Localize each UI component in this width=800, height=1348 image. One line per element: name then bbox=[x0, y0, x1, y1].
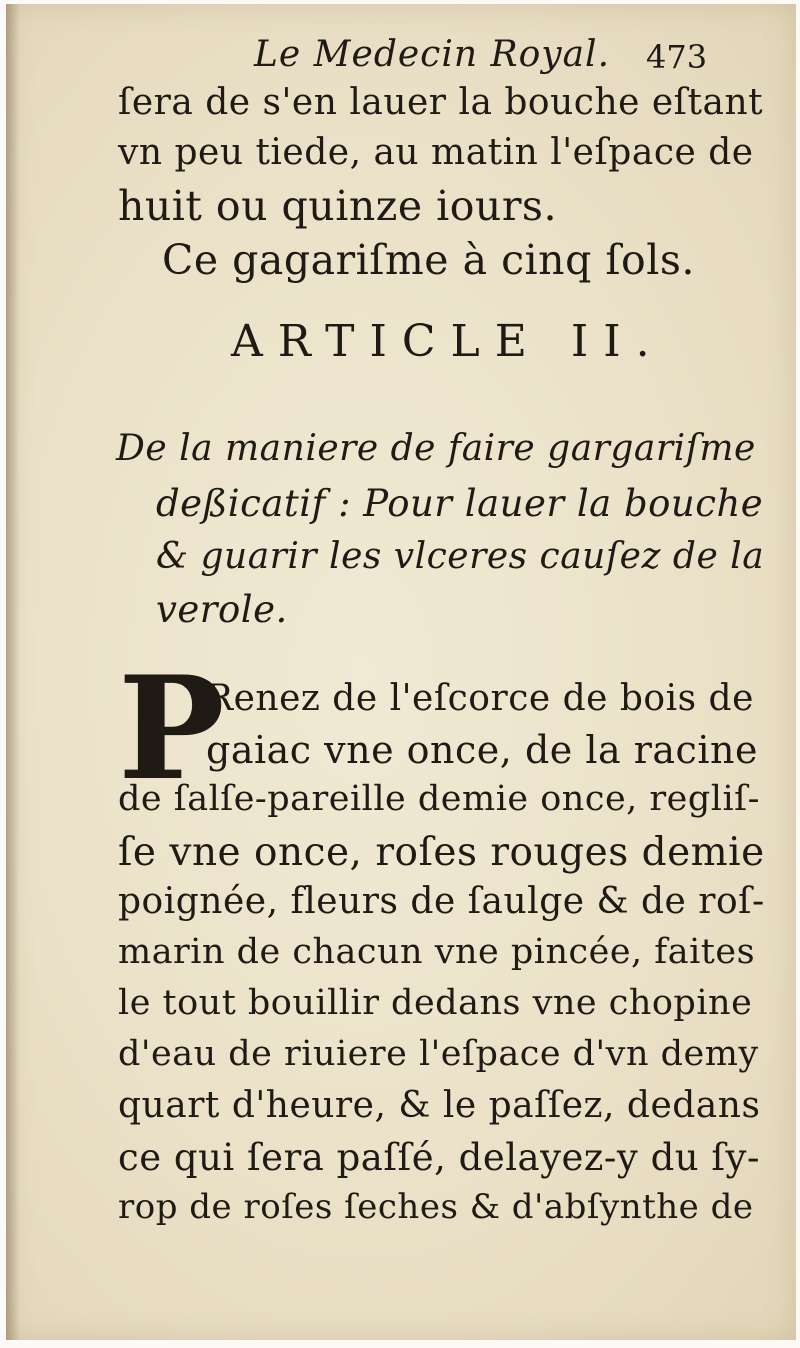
subtitle-line: deßicatif : Pour lauer la bouche bbox=[156, 482, 764, 525]
paragraph-line: d'eau de riuiere l'eſpace d'vn demy bbox=[118, 1034, 759, 1074]
paragraph-line: le tout bouillir dedans vne chopine bbox=[118, 983, 753, 1023]
paragraph-line: rop de roſes ſeches & d'abſynthe de bbox=[118, 1187, 754, 1227]
article-heading: ARTICLE II. bbox=[231, 316, 665, 367]
running-head-title: Le Medecin Royal. bbox=[254, 34, 611, 75]
text-line: vn peu tiede, au matin l'eſpace de bbox=[118, 132, 754, 173]
paragraph-line: marin de chacun vne pincée, faites bbox=[118, 932, 756, 972]
text-line: ſera de s'en lauer la bouche eſtant bbox=[118, 82, 764, 123]
paragraph-line: quart d'heure, & le paſſez, dedans bbox=[118, 1085, 761, 1126]
paragraph-line: poignée, fleurs de ſaulge & de roſ- bbox=[118, 881, 765, 922]
subtitle-line: De la maniere de faire gargariſme bbox=[116, 428, 756, 469]
text-line: Ce gagariſme à cinq ſols. bbox=[162, 236, 695, 284]
running-head bbox=[6, 26, 796, 86]
paragraph-line: Renez de l'eſcorce de bois de bbox=[206, 678, 754, 719]
text-line: huit ou quinze iours. bbox=[118, 182, 557, 230]
paragraph-line: gaiac vne once, de la racine bbox=[206, 728, 758, 772]
subtitle-line: verole. bbox=[156, 588, 288, 631]
paragraph-line: de ſalſe-pareille demie once, regliſ- bbox=[118, 779, 760, 819]
page-number: 473 bbox=[646, 38, 708, 76]
paragraph-line: ſe vne once, roſes rouges demie bbox=[118, 830, 765, 875]
paragraph-line: ce qui ſera paſſé, delayez-y du ſy- bbox=[118, 1136, 760, 1179]
book-page bbox=[6, 4, 796, 1340]
drop-cap: P bbox=[118, 646, 225, 812]
subtitle-line: & guarir les vlceres cauſez de la bbox=[156, 536, 765, 577]
